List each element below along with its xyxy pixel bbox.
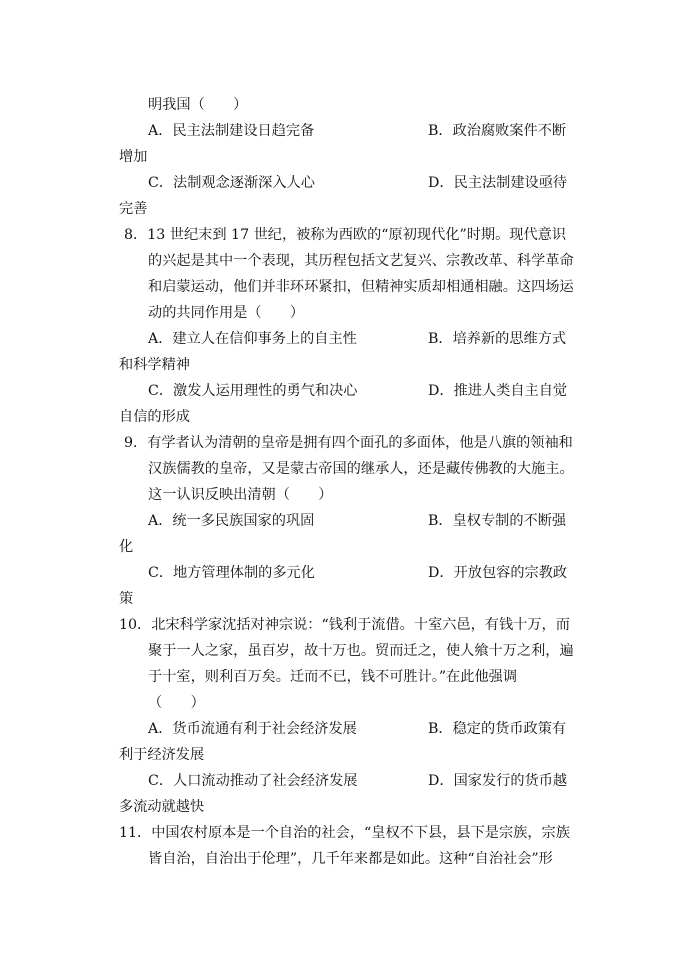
q10-option-c: C．人口流动推动了社会经济发展	[148, 773, 358, 789]
q9-stem-line-1: 9．有学者认为清朝的皇帝是拥有四个面孔的多面体，他是八旗的领袖和	[124, 435, 573, 451]
q8-stem-line-2: 的兴起是其中一个表现，其历程包括文艺复兴、宗教改革、科学革命	[148, 253, 574, 269]
q8-stem-line-1: 8．13 世纪末到 17 世纪，被称为西欧的“原初现代化”时期。现代意识	[124, 227, 567, 243]
q9-option-a: A．统一多民族国家的巩固	[148, 513, 315, 529]
q10-stem-line-1: 10．北宋科学家沈括对神宗说：“钱利于流借。十室六邑，有钱十万，而	[119, 617, 570, 633]
q7-option-d: D．民主法制建设亟待	[428, 175, 568, 191]
q8-stem-line-4: 动的共同作用是（ ）	[148, 305, 305, 321]
q9-option-b: B．皇权专制的不断强	[428, 513, 567, 529]
q8-option-c: C．激发人运用理性的勇气和决心	[148, 383, 358, 399]
q8-option-d-wrap: 自信的形成	[119, 409, 190, 425]
q7-option-b: B．政治腐败案件不断	[428, 123, 567, 139]
q8-option-d: D．推进人类自主自觉	[428, 383, 568, 399]
q10-option-a: A．货币流通有利于社会经济发展	[148, 721, 357, 737]
q7-option-c: C．法制观念逐渐深入人心	[148, 175, 315, 191]
q7-stem-end: 明我国（ ）	[148, 97, 248, 113]
q9-option-d: D．开放包容的宗教政	[428, 565, 568, 581]
q8-stem-line-3: 和启蒙运动，他们并非环环紧扣，但精神实质却相通相融。这四场运	[148, 279, 574, 295]
q10-option-b: B．稳定的货币政策有	[428, 721, 567, 737]
q10-stem-line-2: 聚于一人之家，虽百岁，故十万也。贸而迁之，使人飨十万之利，遍	[148, 643, 574, 659]
q8-option-b-wrap: 和科学精神	[119, 357, 190, 373]
q9-stem-line-2: 汉族儒教的皇帝，又是蒙古帝国的继承人，还是藏传佛教的大施主。	[148, 461, 574, 477]
q9-option-d-wrap: 策	[119, 591, 134, 607]
q10-option-d: D．国家发行的货币越	[428, 773, 568, 789]
q10-option-d-wrap: 多流动就越快	[119, 799, 205, 815]
q9-option-c: C．地方管理体制的多元化	[148, 565, 315, 581]
q7-option-b-wrap: 增加	[119, 149, 148, 165]
q7-option-a: A．民主法制建设日趋完备	[148, 123, 315, 139]
q10-stem-line-3: 于十室，则利百万矣。迁而不已，钱不可胜计。”在此他强调	[148, 669, 518, 685]
q11-stem-line-2: 皆自治，自治出于伦理”，几千年来都是如此。这种“自治社会”形	[148, 851, 553, 867]
q7-option-d-wrap: 完善	[119, 201, 148, 217]
q8-option-a: A．建立人在信仰事务上的自主性	[148, 331, 357, 347]
q10-stem-line-4: （ ）	[148, 695, 205, 711]
q10-option-b-wrap: 利于经济发展	[119, 747, 205, 763]
q11-stem-line-1: 11．中国农村原本是一个自治的社会，“皇权不下县，县下是宗族，宗族	[119, 825, 570, 841]
q9-stem-line-3: 这一认识反映出清朝（ ）	[148, 487, 333, 503]
q9-option-b-wrap: 化	[119, 539, 134, 555]
q8-option-b: B．培养新的思维方式	[428, 331, 567, 347]
